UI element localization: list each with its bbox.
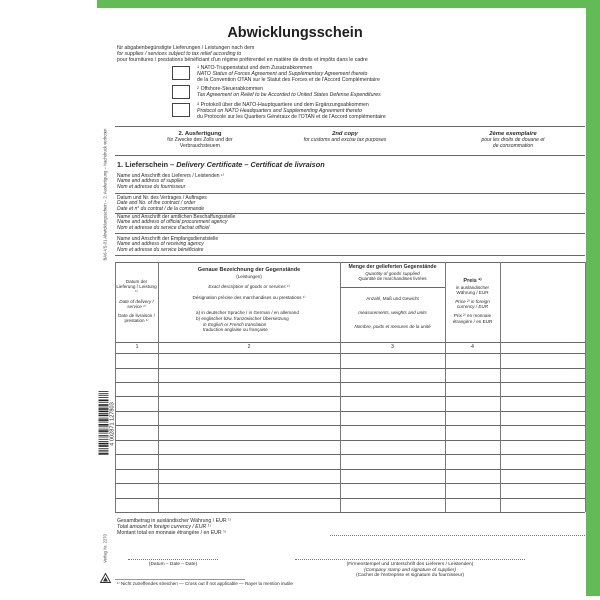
- table-row-line: [115, 454, 585, 455]
- signature-label: [290, 562, 530, 579]
- section-title-de: 1. Lieferschein –: [117, 160, 175, 169]
- date-line: [128, 559, 218, 560]
- agreement-marker: 1: [197, 65, 200, 69]
- barcode-bar: [99, 433, 109, 434]
- footnote: ¹⁾ Nicht zutreffendes streichen — Cross out if not applicable — Rayer la mention inutile: [117, 581, 293, 586]
- barcode-bar: [99, 443, 109, 445]
- col-header-quantity-title: Menge der gelieferten Gegenstände: [348, 264, 437, 270]
- intro-line-en: for supplies / services subject to tax relief according to: [117, 51, 242, 57]
- copy-line: Verbrauchsteuern: [179, 142, 221, 149]
- col-header-date: [116, 279, 157, 327]
- barcode-bar: [99, 450, 109, 451]
- copy-label-en: [285, 131, 405, 144]
- agreement-line-fr: de la Convention OTAN sur le Statut des Forces et de l'Accord Complémentaire: [197, 77, 380, 83]
- field-label-de: Datum und Nr. des Vertrages / Auftrages: [117, 195, 207, 201]
- copy-label-de: [140, 131, 260, 150]
- col-header-description-en: Exact description of goods or services ¹⁾: [208, 283, 290, 289]
- total-label-fr: Montant total en monnaie étrangère / en EUR ¹⁾: [117, 530, 227, 536]
- date-label: (Datum – Date – Date): [148, 562, 198, 567]
- agreement-line-en: Tax Agreement on Relief to be Accorded to United States Defense Expenditures: [197, 92, 381, 98]
- table-row-line: [115, 382, 585, 383]
- table-col-line: [585, 262, 586, 512]
- col-header-description-sub: (Leistungen): [236, 273, 262, 279]
- col-number-1: 1: [135, 344, 139, 350]
- field-label-en: Name and address of supplier: [117, 178, 184, 185]
- field-label-de: Name und Anschrift der amtlichen Beschaffungsstelle: [117, 214, 236, 220]
- barcode-bar: [99, 400, 109, 402]
- barcode: [98, 390, 115, 458]
- units-de: Anzahl, Maß und Gewicht: [366, 296, 419, 301]
- intro-line-fr: pour fournitures / prestations bénéficiant d'un régime préférentiel en matière de droits et impôts dans le cadre: [117, 57, 368, 63]
- col-number-4: 4: [471, 344, 474, 350]
- checkbox-offshore[interactable]: [172, 85, 190, 99]
- section-title: [117, 160, 325, 169]
- note-line: b) englischer bzw. französischer Übersetzung: [196, 315, 289, 321]
- agreement-nato-sofa: [197, 65, 380, 83]
- checkbox-nato-hq[interactable]: [172, 103, 190, 117]
- copy-line: de consommation: [492, 142, 534, 149]
- field-line: [115, 255, 585, 256]
- agreement-nato-hq: [197, 102, 386, 120]
- note-line: a) in deutscher Sprache / in German / en allemand: [196, 310, 299, 315]
- units-fr: Nombre, poids et mesures de la unité: [354, 324, 431, 330]
- field-receiving-agency: [117, 237, 218, 253]
- note-line: in English or French translation: [203, 321, 267, 327]
- barcode-bar: [99, 413, 109, 414]
- footnote-separator: [115, 579, 245, 580]
- signature-label-de: (Firmenstempel und Unterschrift des Lieferers / Leistenden): [346, 562, 474, 567]
- copy-line: pour les droits de douane et: [481, 137, 545, 143]
- col-header-description: [158, 267, 340, 300]
- agreement-line-de: Protokoll über die NATO-Hauptquartiere und dem Ergänzungsabkommen: [200, 102, 369, 108]
- col-number-3: 3: [391, 344, 394, 350]
- agreement-line-de: Offshore-Steuerabkommen: [200, 86, 264, 92]
- intro-text: [117, 45, 368, 63]
- col-header-quantity-fr: Quantité de marchandises livrées: [358, 275, 427, 281]
- barcode-bar: [99, 439, 109, 440]
- field-supplier: [117, 174, 224, 190]
- barcode-bar: [99, 435, 109, 436]
- barcode-bar: [99, 411, 109, 413]
- table-row-line: [115, 483, 585, 484]
- barcode-bar: [99, 453, 109, 455]
- barcode-bar: [99, 395, 109, 396]
- col-header-quantity-units: [340, 296, 445, 330]
- col-header-date-fr: Date de livraison / prestation ¹⁾: [118, 313, 155, 324]
- form-title: Abwicklungsschein: [227, 25, 363, 41]
- col-number-2: 2: [247, 344, 251, 350]
- barcode-bar: [99, 408, 109, 410]
- checkbox-nato-sofa[interactable]: [172, 66, 190, 80]
- col-header-date-de: Datum der Lieferung / Leistung ¹⁾: [116, 279, 157, 295]
- table-row-line: [115, 440, 585, 441]
- barcode-bar: [99, 445, 109, 447]
- barcode-bar: [99, 397, 109, 398]
- divider: [115, 126, 585, 127]
- col-header-price-en: Price ²⁾ in foreign currency / EUR: [455, 299, 490, 310]
- quantity-header-divider: [340, 287, 445, 288]
- barcode-bar: [99, 407, 109, 408]
- table-header-line: [115, 342, 585, 343]
- copy-title: 2nd copy: [332, 131, 358, 137]
- total-label-de: Gesamtbetrag in ausländischer Währung / EUR ¹⁾: [117, 518, 232, 524]
- col-header-price-title: Preis ²⁾: [463, 278, 482, 284]
- field-label-en: Name and address of receiving agency: [117, 241, 204, 248]
- table-number-line: [115, 353, 585, 354]
- side-print-code: BA6-VS-01 Abwicklungsschein – 2. Ausfertigung – Nachdruck verboten: [102, 128, 108, 261]
- field-contract: [117, 196, 207, 212]
- field-procurement-agency: [117, 215, 235, 231]
- col-header-date-en: Date of delivery / service ¹⁾: [119, 298, 154, 309]
- col-header-description-notes: [196, 310, 299, 333]
- field-label-en: Name and address of official procurement agency: [117, 219, 228, 226]
- col-header-description-fr: Désignation précise des marchandises ou prestations ¹⁾: [192, 295, 306, 300]
- field-line: [115, 193, 585, 194]
- agreement-line-en: NATO Status of Forces Agreement and Supplementary Agreement thereto: [197, 71, 368, 77]
- table-row-line: [115, 425, 585, 426]
- barcode-bars: [99, 391, 109, 455]
- agreement-marker: 2: [197, 86, 200, 90]
- agreement-line-de: NATO-Truppenstatut und dem Zusatzabkommen: [200, 65, 313, 71]
- field-line: [115, 233, 585, 234]
- barcode-bar: [99, 437, 109, 438]
- field-label-fr: Date et n° du contrat / de la commande: [117, 205, 205, 212]
- barcode-bar: [99, 430, 109, 432]
- col-header-price-de: in ausländischer Währung / EUR: [455, 284, 490, 295]
- signature-label-fr: (Cachet de l'entreprise et signature du fournisseur): [356, 573, 464, 579]
- table-col-line: [500, 262, 501, 512]
- barcode-bar: [99, 418, 109, 419]
- signature-line: [295, 559, 525, 560]
- field-label-fr: Nom et adresse du service bénéficiaire: [117, 246, 204, 253]
- note-line: traduction anglaise ou française: [203, 327, 268, 333]
- copy-line: for customs and excise tax purposes: [303, 137, 387, 143]
- barcode-bar: [99, 404, 109, 406]
- col-header-description-title: Genaue Bezeichnung der Gegenstände: [197, 267, 301, 273]
- field-label-fr: Nom et adresse du fournisseur: [117, 183, 186, 190]
- barcode-bar: [99, 441, 109, 442]
- copy-title: 2. Ausfertigung: [178, 131, 222, 137]
- agreement-line-fr: du Protocole sur les Quartiers Généraux de l'OTAN et de l'Accord complémentaire: [197, 114, 386, 120]
- barcode-bar: [99, 429, 109, 430]
- barcode-bar: [99, 419, 109, 421]
- units-en: measurements, weights and units: [358, 310, 427, 316]
- barcode-bar: [99, 452, 109, 453]
- total-amount-label: [117, 518, 231, 536]
- field-label-de: Name und Anschrift der Empfangsdienststelle: [117, 236, 219, 242]
- col-header-price: [446, 278, 499, 328]
- table-row-line: [115, 498, 585, 499]
- agreement-offshore: [197, 86, 381, 98]
- barcode-bar: [99, 448, 109, 449]
- barcode-digits: 4 002871 127803: [109, 402, 115, 446]
- barcode-bar: [99, 422, 109, 423]
- field-label-en: Date and No. of the contract / order: [117, 200, 196, 207]
- green-frame-right: [586, 0, 600, 596]
- total-label-en: Total amount in foreign currency / EUR ¹⁾: [117, 524, 211, 530]
- col-header-price-fr: Prix ²⁾ en monnaie étrangère / en EUR: [452, 313, 493, 324]
- table-row-line: [115, 411, 585, 412]
- copy-line: für Zwecke des Zolls und der: [167, 137, 233, 143]
- barcode-bar: [99, 393, 109, 394]
- barcode-bar: [99, 424, 109, 426]
- barcode-bar: [99, 402, 109, 403]
- barcode-bar: [99, 415, 109, 417]
- agreement-line-en: Protocol on NATO Headquarters and Supplementing Agreement thereto: [197, 108, 362, 114]
- total-amount-line: [330, 535, 585, 536]
- intro-line-de: für abgabenbegünstigte Lieferungen / Leistungen nach dem: [117, 45, 255, 51]
- field-label-de: Name und Anschrift des Lieferers / Leistenden ¹⁾: [117, 173, 224, 179]
- publisher-number: Verlag Nr. 2270: [102, 534, 108, 563]
- field-label-fr: Nom et adresse du service d'achat officiel: [117, 224, 210, 231]
- col-header-quantity-en: Quantity of goods supplied: [365, 270, 420, 276]
- table-row-line: [115, 469, 585, 470]
- copy-label-fr: [453, 131, 573, 150]
- barcode-bar: [99, 391, 109, 392]
- copy-title: 2ème exemplaire: [489, 131, 537, 137]
- signature-label-en: (Company stamp and signature of supplier): [364, 567, 456, 573]
- agreement-marker: 3: [197, 102, 200, 106]
- publisher-logo-icon: [100, 573, 111, 583]
- table-top-line: [115, 262, 585, 263]
- green-frame-top: [97, 0, 600, 8]
- table-row-line: [115, 368, 585, 369]
- table-row-line: [115, 512, 585, 513]
- table-row-line: [115, 396, 585, 397]
- section-title-en-fr: Delivery Certificate – Certificat de livraison: [176, 160, 325, 169]
- col-header-quantity: [340, 264, 445, 281]
- barcode-bar: [99, 426, 109, 427]
- divider: [115, 155, 585, 156]
